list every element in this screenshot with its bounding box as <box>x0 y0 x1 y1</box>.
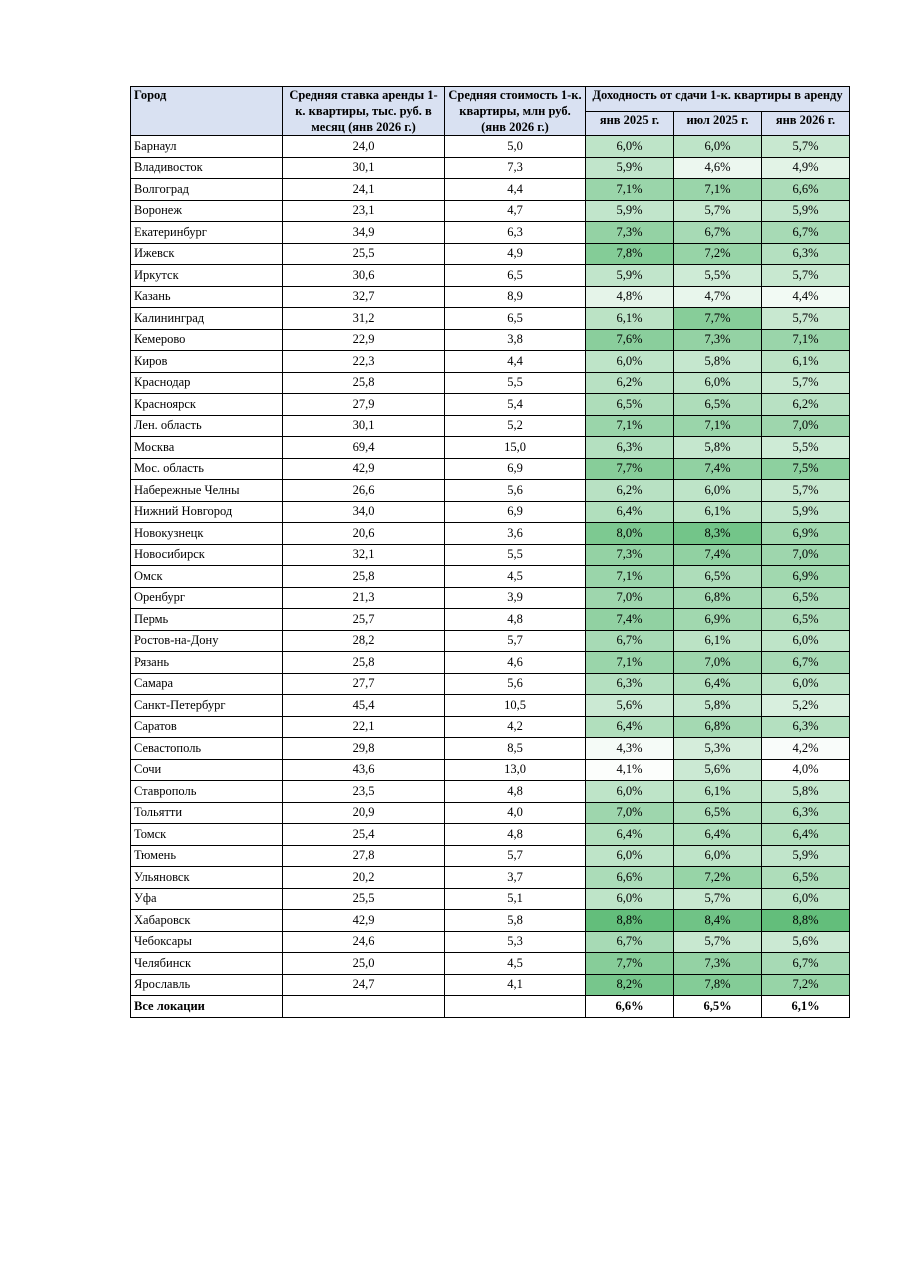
total-yield: 6,5% <box>674 996 762 1018</box>
rent-cell: 27,7 <box>283 673 445 695</box>
city-cell: Ростов-на-Дону <box>131 630 283 652</box>
yield-cell: 5,7% <box>762 265 850 287</box>
city-cell: Иркутск <box>131 265 283 287</box>
price-cell: 4,5 <box>445 566 586 588</box>
yield-cell: 6,9% <box>762 566 850 588</box>
price-cell: 5,5 <box>445 544 586 566</box>
table-row <box>131 157 850 179</box>
price-cell: 5,5 <box>445 372 586 394</box>
city-cell: Москва <box>131 437 283 459</box>
yield-cell: 7,4% <box>674 544 762 566</box>
city-cell: Саратов <box>131 716 283 738</box>
city-cell: Казань <box>131 286 283 308</box>
price-cell: 4,4 <box>445 179 586 201</box>
city-cell: Тольятти <box>131 802 283 824</box>
yield-cell: 6,4% <box>762 824 850 846</box>
yield-cell: 7,1% <box>586 415 674 437</box>
yield-cell: 5,9% <box>762 501 850 523</box>
price-cell: 7,3 <box>445 157 586 179</box>
yield-cell: 6,3% <box>762 243 850 265</box>
rent-cell: 34,0 <box>283 501 445 523</box>
yield-cell: 7,4% <box>586 609 674 631</box>
yield-cell: 8,2% <box>586 974 674 996</box>
rent-cell: 20,2 <box>283 867 445 889</box>
city-cell: Уфа <box>131 888 283 910</box>
price-cell: 4,8 <box>445 824 586 846</box>
rent-cell: 25,4 <box>283 824 445 846</box>
rent-cell: 32,7 <box>283 286 445 308</box>
price-cell: 6,9 <box>445 458 586 480</box>
price-cell: 3,9 <box>445 587 586 609</box>
yield-cell: 6,5% <box>762 609 850 631</box>
header-rent: Средняя ставка аренды 1-к. квартиры, тыс. руб. в месяц (янв 2026 г.) <box>283 87 445 136</box>
rent-cell: 24,1 <box>283 179 445 201</box>
rent-cell: 42,9 <box>283 910 445 932</box>
price-cell: 5,8 <box>445 910 586 932</box>
yield-cell: 6,7% <box>586 630 674 652</box>
yield-cell: 5,9% <box>586 265 674 287</box>
city-cell: Челябинск <box>131 953 283 975</box>
table-row <box>131 953 850 975</box>
table-row <box>131 179 850 201</box>
city-cell: Ижевск <box>131 243 283 265</box>
yield-cell: 6,0% <box>586 888 674 910</box>
rent-cell: 25,0 <box>283 953 445 975</box>
rent-cell: 24,6 <box>283 931 445 953</box>
table-row <box>131 265 850 287</box>
yield-cell: 8,4% <box>674 910 762 932</box>
price-cell: 5,1 <box>445 888 586 910</box>
yield-cell: 6,4% <box>586 716 674 738</box>
yield-cell: 5,8% <box>762 781 850 803</box>
city-cell: Краснодар <box>131 372 283 394</box>
city-cell: Мос. область <box>131 458 283 480</box>
yield-cell: 6,0% <box>586 136 674 158</box>
table-row <box>131 673 850 695</box>
yield-cell: 5,3% <box>674 738 762 760</box>
yield-cell: 6,6% <box>762 179 850 201</box>
city-cell: Киров <box>131 351 283 373</box>
price-cell: 4,2 <box>445 716 586 738</box>
total-label: Все локации <box>131 996 283 1018</box>
table-row <box>131 609 850 631</box>
yield-cell: 6,3% <box>586 437 674 459</box>
yield-cell: 6,0% <box>674 480 762 502</box>
city-cell: Пермь <box>131 609 283 631</box>
table-row <box>131 716 850 738</box>
price-cell: 15,0 <box>445 437 586 459</box>
yield-cell: 7,4% <box>674 458 762 480</box>
table-row <box>131 458 850 480</box>
table-row <box>131 523 850 545</box>
yield-cell: 7,7% <box>586 458 674 480</box>
price-cell: 5,4 <box>445 394 586 416</box>
price-cell: 4,0 <box>445 802 586 824</box>
yield-cell: 7,1% <box>674 179 762 201</box>
yield-cell: 5,7% <box>762 372 850 394</box>
yield-cell: 6,9% <box>762 523 850 545</box>
rent-cell: 22,9 <box>283 329 445 351</box>
table-row <box>131 759 850 781</box>
yield-cell: 6,4% <box>674 673 762 695</box>
price-cell: 10,5 <box>445 695 586 717</box>
yield-cell: 5,7% <box>762 136 850 158</box>
table-row <box>131 888 850 910</box>
yield-cell: 7,3% <box>674 329 762 351</box>
rent-cell: 22,1 <box>283 716 445 738</box>
yield-cell: 6,3% <box>762 802 850 824</box>
rent-cell: 24,0 <box>283 136 445 158</box>
yield-cell: 6,0% <box>762 673 850 695</box>
yield-cell: 6,0% <box>762 630 850 652</box>
header-period-jan-2025: янв 2025 г. <box>586 111 674 136</box>
city-cell: Владивосток <box>131 157 283 179</box>
yield-cell: 6,5% <box>674 566 762 588</box>
header-city: Город <box>131 87 283 136</box>
yield-cell: 7,0% <box>762 544 850 566</box>
rent-cell: 22,3 <box>283 351 445 373</box>
city-cell: Хабаровск <box>131 910 283 932</box>
price-cell: 4,8 <box>445 781 586 803</box>
yield-cell: 6,0% <box>586 845 674 867</box>
yield-cell: 7,0% <box>674 652 762 674</box>
city-cell: Калининград <box>131 308 283 330</box>
yield-cell: 4,2% <box>762 738 850 760</box>
city-cell: Томск <box>131 824 283 846</box>
yield-cell: 6,1% <box>674 630 762 652</box>
yield-cell: 7,5% <box>762 458 850 480</box>
yield-cell: 7,2% <box>674 867 762 889</box>
yield-cell: 7,7% <box>674 308 762 330</box>
yield-cell: 5,7% <box>674 200 762 222</box>
table-row <box>131 974 850 996</box>
yield-cell: 8,8% <box>586 910 674 932</box>
city-cell: Воронеж <box>131 200 283 222</box>
yield-cell: 7,1% <box>762 329 850 351</box>
yield-cell: 7,7% <box>586 953 674 975</box>
yield-cell: 6,5% <box>762 867 850 889</box>
yield-cell: 4,6% <box>674 157 762 179</box>
yield-cell: 5,9% <box>762 200 850 222</box>
table-row <box>131 222 850 244</box>
price-cell: 3,8 <box>445 329 586 351</box>
total-price <box>445 996 586 1018</box>
yield-cell: 7,2% <box>674 243 762 265</box>
price-cell: 3,6 <box>445 523 586 545</box>
yield-cell: 7,1% <box>674 415 762 437</box>
price-cell: 6,5 <box>445 308 586 330</box>
rent-cell: 20,6 <box>283 523 445 545</box>
yield-cell: 5,7% <box>762 308 850 330</box>
city-cell: Нижний Новгород <box>131 501 283 523</box>
city-cell: Сочи <box>131 759 283 781</box>
price-cell: 4,8 <box>445 609 586 631</box>
yield-cell: 6,7% <box>762 652 850 674</box>
city-cell: Оренбург <box>131 587 283 609</box>
rent-cell: 27,8 <box>283 845 445 867</box>
price-cell: 5,0 <box>445 136 586 158</box>
price-cell: 4,7 <box>445 200 586 222</box>
price-cell: 5,7 <box>445 630 586 652</box>
table-row <box>131 931 850 953</box>
table-row <box>131 695 850 717</box>
rent-cell: 25,5 <box>283 243 445 265</box>
price-cell: 4,9 <box>445 243 586 265</box>
yield-cell: 6,7% <box>674 222 762 244</box>
header-price: Средняя стоимость 1-к. квартиры, млн руб. (янв 2026 г.) <box>445 87 586 136</box>
rent-cell: 25,5 <box>283 888 445 910</box>
yield-cell: 6,5% <box>586 394 674 416</box>
yield-cell: 5,8% <box>674 351 762 373</box>
yield-cell: 7,3% <box>674 953 762 975</box>
yield-cell: 7,1% <box>586 566 674 588</box>
yield-cell: 6,9% <box>674 609 762 631</box>
table-row <box>131 802 850 824</box>
table-row <box>131 394 850 416</box>
city-cell: Тюмень <box>131 845 283 867</box>
price-cell: 3,7 <box>445 867 586 889</box>
header-period-jul-2025: июл 2025 г. <box>674 111 762 136</box>
rent-cell: 29,8 <box>283 738 445 760</box>
yield-cell: 6,0% <box>762 888 850 910</box>
total-yield: 6,1% <box>762 996 850 1018</box>
yield-cell: 5,6% <box>762 931 850 953</box>
yield-cell: 7,0% <box>586 802 674 824</box>
yield-cell: 8,3% <box>674 523 762 545</box>
table-row <box>131 308 850 330</box>
yield-cell: 6,7% <box>762 222 850 244</box>
yield-cell: 6,7% <box>762 953 850 975</box>
yield-cell: 6,5% <box>762 587 850 609</box>
yield-cell: 6,4% <box>674 824 762 846</box>
yield-cell: 6,3% <box>586 673 674 695</box>
price-cell: 4,1 <box>445 974 586 996</box>
city-cell: Новокузнецк <box>131 523 283 545</box>
yield-cell: 5,2% <box>762 695 850 717</box>
rent-cell: 25,8 <box>283 652 445 674</box>
city-cell: Ульяновск <box>131 867 283 889</box>
header-yield: Доходность от сдачи 1-к. квартиры в аренду <box>586 87 850 112</box>
table-row <box>131 136 850 158</box>
yield-cell: 6,2% <box>762 394 850 416</box>
yield-cell: 4,9% <box>762 157 850 179</box>
rent-cell: 23,5 <box>283 781 445 803</box>
rent-cell: 26,6 <box>283 480 445 502</box>
city-cell: Омск <box>131 566 283 588</box>
yield-cell: 7,2% <box>762 974 850 996</box>
total-yield: 6,6% <box>586 996 674 1018</box>
yield-cell: 5,7% <box>674 888 762 910</box>
yield-cell: 5,6% <box>586 695 674 717</box>
price-cell: 5,3 <box>445 931 586 953</box>
table-row <box>131 286 850 308</box>
table-row <box>131 824 850 846</box>
yield-cell: 7,8% <box>586 243 674 265</box>
yield-cell: 6,0% <box>674 845 762 867</box>
yield-cell: 5,8% <box>674 437 762 459</box>
table-row <box>131 630 850 652</box>
yield-cell: 7,0% <box>586 587 674 609</box>
price-cell: 6,5 <box>445 265 586 287</box>
table-row <box>131 243 850 265</box>
table-row <box>131 781 850 803</box>
rental-yield-table <box>130 86 850 1018</box>
yield-cell: 6,7% <box>586 931 674 953</box>
yield-cell: 5,6% <box>674 759 762 781</box>
yield-cell: 4,7% <box>674 286 762 308</box>
yield-cell: 7,0% <box>762 415 850 437</box>
rent-cell: 32,1 <box>283 544 445 566</box>
rent-cell: 27,9 <box>283 394 445 416</box>
price-cell: 5,2 <box>445 415 586 437</box>
yield-cell: 6,5% <box>674 802 762 824</box>
city-cell: Красноярск <box>131 394 283 416</box>
table-row <box>131 544 850 566</box>
rent-cell: 20,9 <box>283 802 445 824</box>
yield-cell: 6,0% <box>586 351 674 373</box>
rent-cell: 30,6 <box>283 265 445 287</box>
yield-cell: 7,8% <box>674 974 762 996</box>
rent-cell: 69,4 <box>283 437 445 459</box>
price-cell: 6,3 <box>445 222 586 244</box>
yield-cell: 6,0% <box>674 136 762 158</box>
yield-cell: 6,0% <box>586 781 674 803</box>
city-cell: Севастополь <box>131 738 283 760</box>
rent-cell: 30,1 <box>283 157 445 179</box>
yield-cell: 4,1% <box>586 759 674 781</box>
yield-cell: 6,1% <box>586 308 674 330</box>
rent-cell: 25,8 <box>283 372 445 394</box>
table-row <box>131 437 850 459</box>
rent-cell: 45,4 <box>283 695 445 717</box>
header-period-jan-2026: янв 2026 г. <box>762 111 850 136</box>
city-cell: Ставрополь <box>131 781 283 803</box>
table-row <box>131 200 850 222</box>
price-cell: 8,5 <box>445 738 586 760</box>
yield-cell: 6,1% <box>674 781 762 803</box>
yield-cell: 5,5% <box>674 265 762 287</box>
yield-cell: 5,9% <box>586 200 674 222</box>
yield-cell: 5,9% <box>762 845 850 867</box>
yield-cell: 6,3% <box>762 716 850 738</box>
rent-cell: 25,8 <box>283 566 445 588</box>
city-cell: Волгоград <box>131 179 283 201</box>
price-cell: 4,6 <box>445 652 586 674</box>
table-row <box>131 845 850 867</box>
city-cell: Рязань <box>131 652 283 674</box>
header-row <box>131 87 850 112</box>
yield-cell: 7,1% <box>586 179 674 201</box>
yield-cell: 6,5% <box>674 394 762 416</box>
yield-cell: 6,4% <box>586 824 674 846</box>
city-cell: Екатеринбург <box>131 222 283 244</box>
table-row <box>131 566 850 588</box>
rent-cell: 34,9 <box>283 222 445 244</box>
city-cell: Набережные Челны <box>131 480 283 502</box>
yield-cell: 4,4% <box>762 286 850 308</box>
city-cell: Санкт-Петербург <box>131 695 283 717</box>
rent-cell: 42,9 <box>283 458 445 480</box>
yield-cell: 6,0% <box>674 372 762 394</box>
table-row <box>131 329 850 351</box>
table-body <box>131 136 850 1018</box>
city-cell: Лен. область <box>131 415 283 437</box>
price-cell: 5,7 <box>445 845 586 867</box>
yield-cell: 7,3% <box>586 544 674 566</box>
price-cell: 8,9 <box>445 286 586 308</box>
yield-cell: 8,8% <box>762 910 850 932</box>
total-rent <box>283 996 445 1018</box>
table-row <box>131 738 850 760</box>
price-cell: 5,6 <box>445 673 586 695</box>
table-row <box>131 587 850 609</box>
yield-cell: 4,0% <box>762 759 850 781</box>
price-cell: 6,9 <box>445 501 586 523</box>
yield-cell: 6,8% <box>674 716 762 738</box>
rent-cell: 24,7 <box>283 974 445 996</box>
yield-cell: 6,1% <box>762 351 850 373</box>
rent-cell: 23,1 <box>283 200 445 222</box>
table-row <box>131 372 850 394</box>
yield-cell: 5,7% <box>762 480 850 502</box>
table-row <box>131 501 850 523</box>
city-cell: Кемерово <box>131 329 283 351</box>
yield-cell: 4,3% <box>586 738 674 760</box>
rent-cell: 30,1 <box>283 415 445 437</box>
yield-cell: 7,1% <box>586 652 674 674</box>
city-cell: Ярославль <box>131 974 283 996</box>
rent-cell: 21,3 <box>283 587 445 609</box>
table-row <box>131 867 850 889</box>
table-row <box>131 351 850 373</box>
city-cell: Чебоксары <box>131 931 283 953</box>
yield-cell: 5,7% <box>674 931 762 953</box>
table-row <box>131 910 850 932</box>
rent-cell: 25,7 <box>283 609 445 631</box>
rent-cell: 31,2 <box>283 308 445 330</box>
table-row <box>131 480 850 502</box>
yield-cell: 6,8% <box>674 587 762 609</box>
city-cell: Барнаул <box>131 136 283 158</box>
yield-cell: 6,2% <box>586 372 674 394</box>
yield-cell: 6,2% <box>586 480 674 502</box>
yield-cell: 5,9% <box>586 157 674 179</box>
city-cell: Новосибирск <box>131 544 283 566</box>
city-cell: Самара <box>131 673 283 695</box>
yield-cell: 6,4% <box>586 501 674 523</box>
table-row <box>131 652 850 674</box>
yield-cell: 5,5% <box>762 437 850 459</box>
yield-cell: 8,0% <box>586 523 674 545</box>
yield-cell: 5,8% <box>674 695 762 717</box>
price-cell: 4,5 <box>445 953 586 975</box>
price-cell: 5,6 <box>445 480 586 502</box>
rent-cell: 43,6 <box>283 759 445 781</box>
rent-cell: 28,2 <box>283 630 445 652</box>
price-cell: 4,4 <box>445 351 586 373</box>
yield-cell: 6,6% <box>586 867 674 889</box>
yield-cell: 4,8% <box>586 286 674 308</box>
yield-cell: 6,1% <box>674 501 762 523</box>
yield-cell: 7,6% <box>586 329 674 351</box>
table-row <box>131 415 850 437</box>
price-cell: 13,0 <box>445 759 586 781</box>
yield-cell: 7,3% <box>586 222 674 244</box>
total-row <box>131 996 850 1018</box>
